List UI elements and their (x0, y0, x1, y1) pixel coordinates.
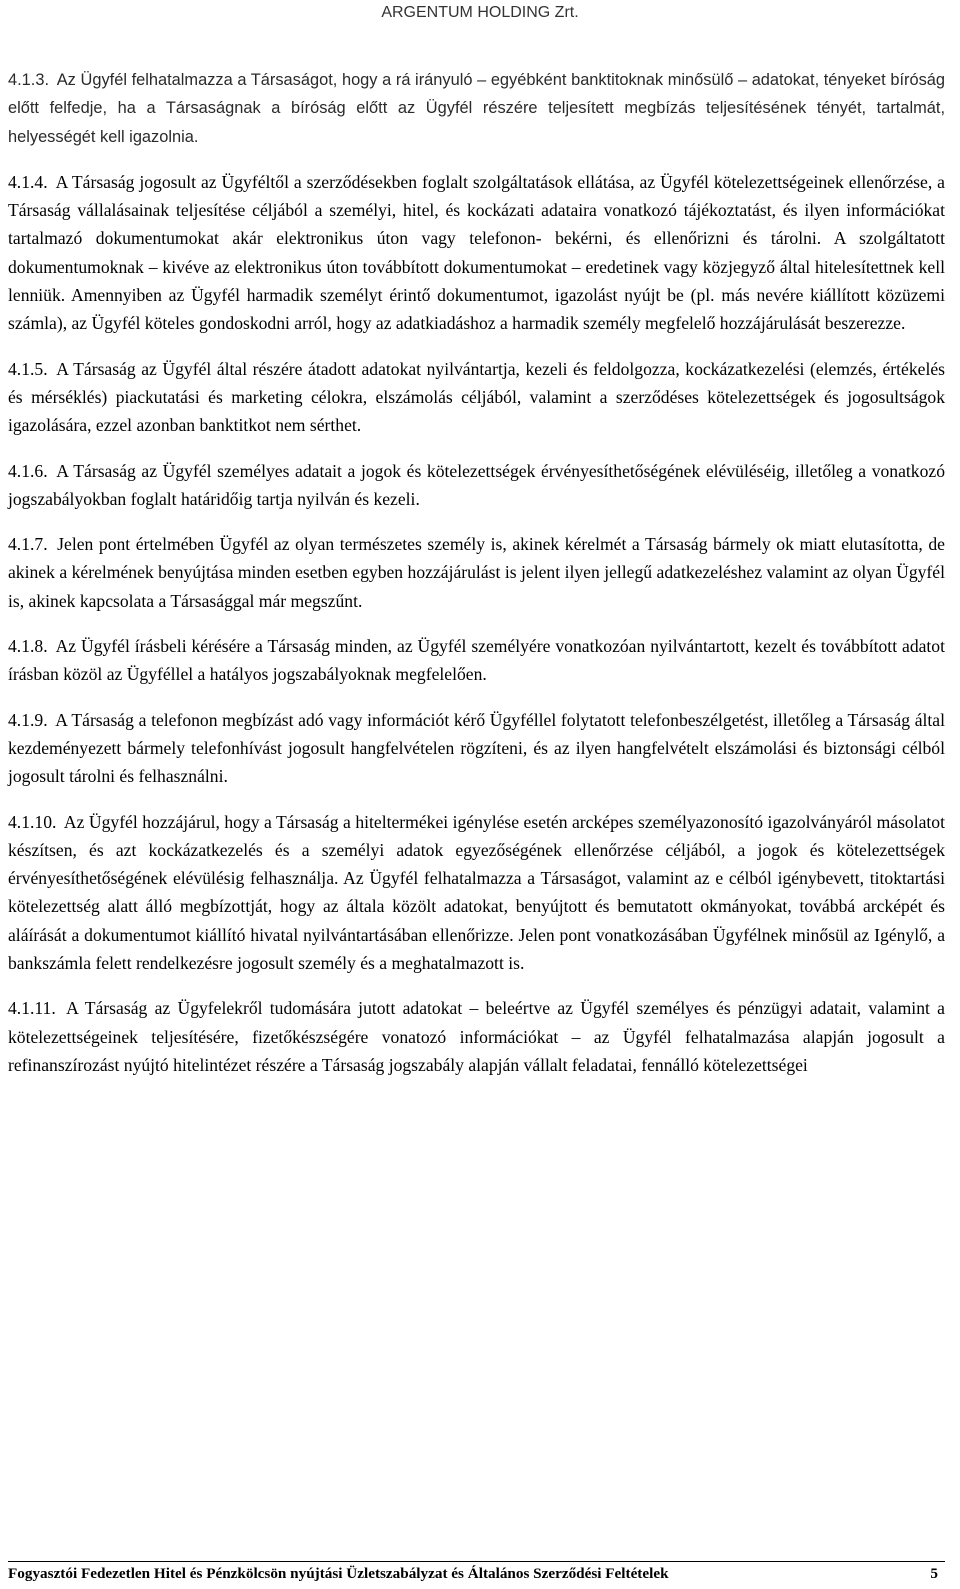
paragraph-4-1-7 (8, 530, 945, 615)
paragraph-text: Jelen pont értelmében Ügyfél az olyan természetes személy is, akinek kérelmét a Társaság bármely ok miatt elutasította, de akinek a kérelmének benyújtása minden esetben egyben hozzájárulást is jelent ilyen jellegű adatkezeléshez valamint az olyan Ügyfél is, akinek kapcsolata a Társasággal már megszűnt. (8, 534, 945, 611)
paragraph-text: A Társaság az Ügyfél személyes adatait a jogok és kötelezettségek érvényesíthetőségének elévüléséig, illetőleg a vonatkozó jogszabályokban foglalt határidőig tartja nyilván és kezeli. (8, 460, 945, 509)
paragraph-number: 4.1.3. (8, 71, 50, 89)
paragraph-4-1-10 (8, 808, 945, 978)
paragraph-number: 4.1.7. (8, 534, 48, 555)
paragraph-4-1-6 (8, 457, 945, 514)
footer-divider (8, 1561, 945, 1562)
page-footer (8, 1565, 938, 1583)
paragraph-number: 4.1.11. (8, 998, 56, 1019)
company-name: ARGENTUM HOLDING Zrt. (381, 4, 579, 21)
paragraph-number: 4.1.8. (8, 636, 48, 657)
paragraph-4-1-8 (8, 632, 945, 689)
paragraph-4-1-11 (8, 994, 945, 1079)
page-number: 5 (930, 1565, 938, 1582)
paragraph-4-1-9 (8, 706, 945, 791)
footer-title: Fogyasztói Fedezetlen Hitel és Pénzkölcsön nyújtási Üzletszabályzat és Általános Szerződési Feltételek (8, 1565, 669, 1582)
paragraph-4-1-4 (8, 168, 945, 338)
paragraph-text: A Társaság jogosult az Ügyféltől a szerződésekben foglalt szolgáltatások ellátása, az Ügyfél kötelezettségeinek ellenőrzése, a Társaság vállalásainak teljesítése céljából a személyi, hitel, és kockázati adataira vonatkozó tájékoztatást, és ilyen információkat tartalmazó dokumentumokat akár elektronikus úton vagy telefonon- bekérni, és ellenőrizni és tárolni. A szolgáltatott dokumentumoknak – kivéve az elektronikus úton továbbított dokumentumokat – eredetinek vagy közjegyző által hitelesítettnek kell lenniük. Amennyiben az Ügyfél harmadik személyt érintő dokumentumot, igazolást nyújt be (pl. más nevére kiállított közüzemi számla), az Ügyfél köteles gondoskodni arról, hogy az adatkiadáshoz a harmadik személy megfelelő hozzájárulását beszerezze. (8, 171, 945, 334)
paragraph-number: 4.1.4. (8, 171, 48, 192)
paragraph-text: Az Ügyfél írásbeli kérésére a Társaság minden, az Ügyfél személyére vonatkozóan nyilvántartott, kezelt és továbbított adatot írásban közöl az Ügyféllel a hatályos jogszabályoknak megfelelően. (8, 636, 945, 685)
paragraph-4-1-3 (8, 66, 945, 151)
paragraph-text: A Társaság a telefonon megbízást adó vagy információt kérő Ügyféllel folytatott telefonbeszélgetést, illetőleg a Társaság által kezdeményezett bármely telefonhívást jogosult hangfelvételen rögzíteni, és az ilyen hangfelvételt elszámolási és biztonsági célból jogosult tárolni és felhasználni. (8, 709, 945, 787)
paragraph-text: A Társaság az Ügyfél által részére átadott adatokat nyilvántartja, kezeli és feldolgozza, kockázatkezelési (elemzés, értékelés és mérséklés) piackutatási és marketing célokra, elszámolás céljából, valamint a szerződéses kötelezettségek és jogosultságok igazolására, ezzel azonban banktitkot nem sérthet. (8, 358, 945, 436)
paragraph-number: 4.1.9. (8, 709, 48, 730)
paragraph-text: Az Ügyfél hozzájárul, hogy a Társaság a hiteltermékei igénylése esetén arcképes személyazonosító igazolványáról másolatot készítsen, és azt kockázatkezelés és a személyi adatok egyezőségének ellenőrzése céljából, a jogok és kötelezettségek érvényesíthetőségének elévülésig felhasználja. Az Ügyfél felhatalmazza a Társaságot, valamint az e célból igénybevett, titoktartási kötelezettség alatt álló megbízottját, hogy az általa közölt adatokat, benyújtott és bemutatott okmányokat, továbbá arcképét és aláírását a dokumentumot kiállító hivatal nyilvántartásában ellenőrizze. Jelen pont vonatkozásában Ügyfélnek minősül az Igénylő, a bankszámla felett rendelkezésre jogosult személy és a meghatalmazott is. (8, 811, 945, 974)
paragraph-4-1-5 (8, 355, 945, 440)
document-body (8, 66, 945, 1096)
paragraph-text: Az Ügyfél felhatalmazza a Társaságot, hogy a rá irányuló – egyébként banktitoknak minősülő – adatokat, tényeket bíróság előtt felfedje, ha a Társaságnak a bíróság előtt az Ügyfél részére teljesített megbízás teljesítésének tényét, tartalmát, helyességét kell igazolnia. (8, 71, 946, 146)
paragraph-number: 4.1.10. (8, 811, 57, 832)
paragraph-text: A Társaság az Ügyfelekről tudomására jutott adatokat – beleértve az Ügyfél személyes és pénzügyi adatait, valamint a kötelezettségeinek teljesítésére, fizetőkészségére vonatozó információkat – az Ügyfél felhatalmazása alapján jogosult a refinanszírozást nyújtó hitelintézet részére a Társaság jogszabály alapján vállalt feladatai, fennálló kötelezettségei (8, 998, 945, 1075)
paragraph-number: 4.1.5. (8, 358, 48, 379)
page-header (0, 4, 960, 22)
paragraph-number: 4.1.6. (8, 460, 48, 481)
